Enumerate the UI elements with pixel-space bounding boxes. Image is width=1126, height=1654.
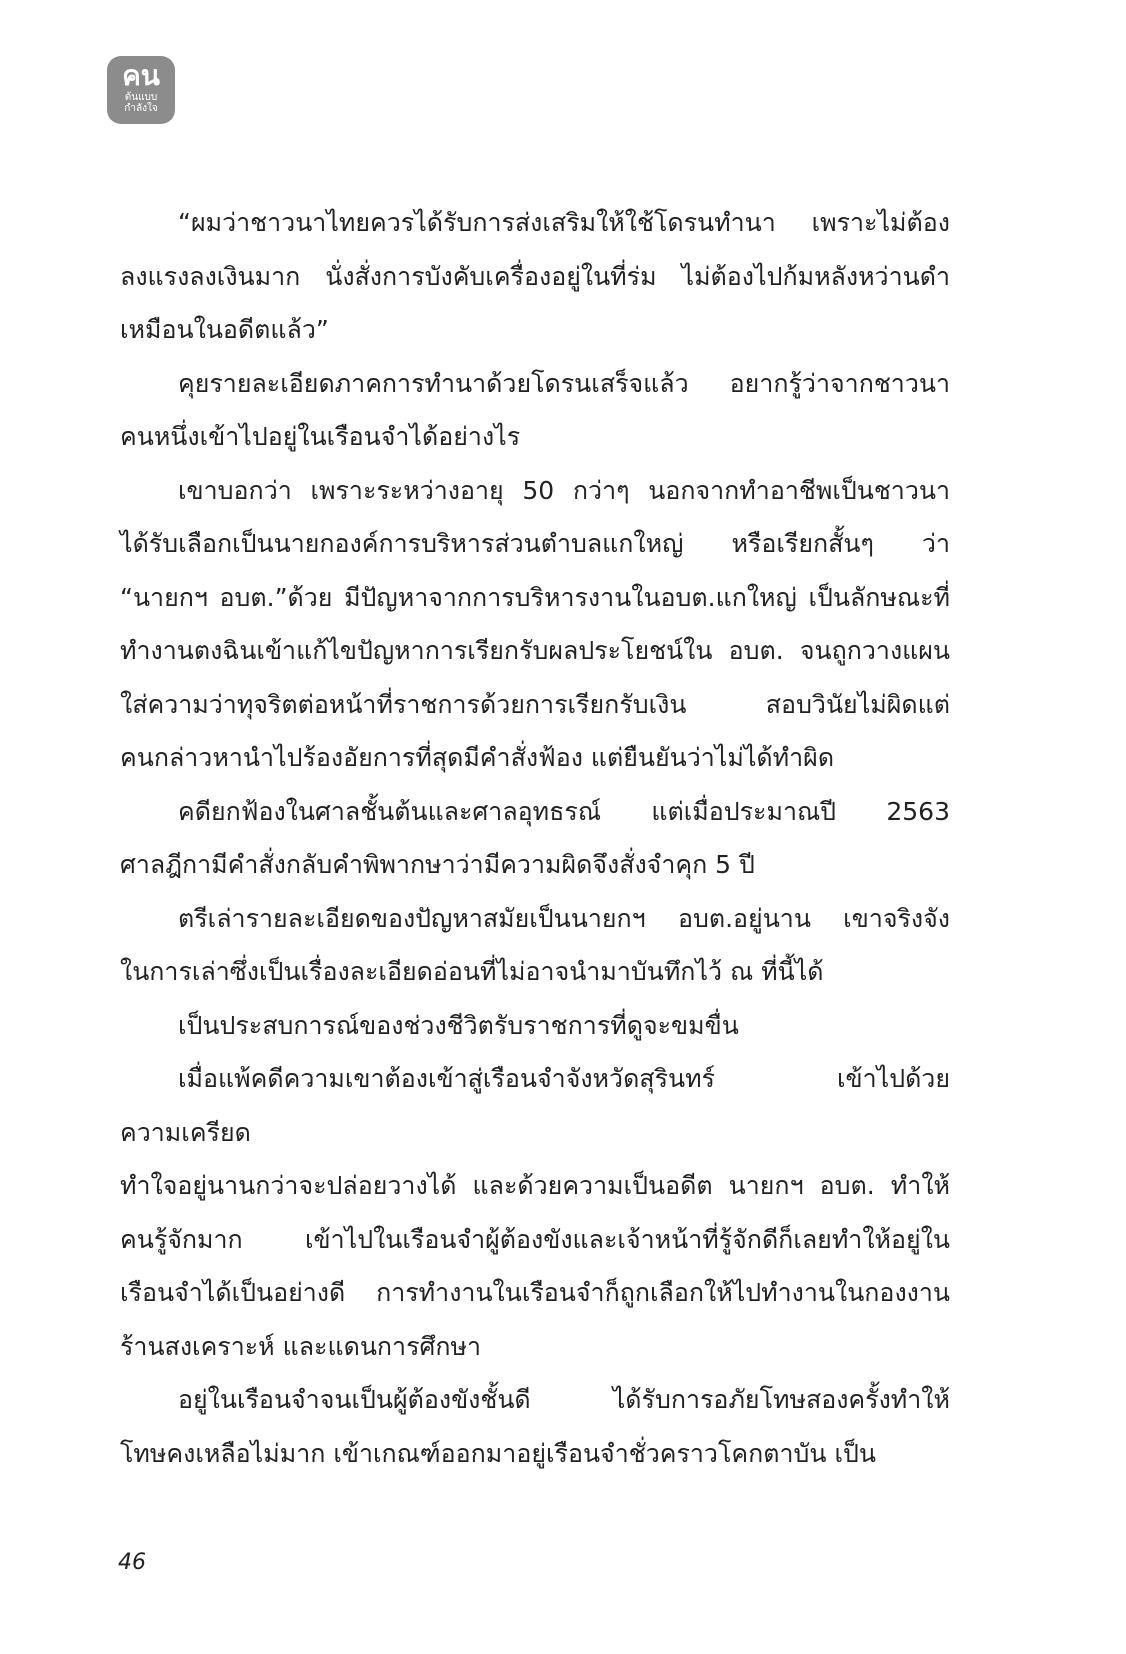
text-line: ทำใจอยู่นานกว่าจะปล่อยวางได้ และด้วยความเป็นอดีต นายกฯ อบต. ทำให้ xyxy=(120,1171,950,1200)
text-line: เมื่อแพ้คดีความเขาต้องเข้าสู่เรือนจำจังหวัดสุรินทร์ เข้าไปด้วยความเครียด xyxy=(120,1064,950,1147)
text-line: คนรู้จักมาก เข้าไปในเรือนจำผู้ต้องขังและเจ้าหน้าที่รู้จักดีก็เลยทำให้อยู่ใน xyxy=(120,1224,950,1254)
text-line: อยู่ในเรือนจำจนเป็นผู้ต้องขังชั้นดี ได้รับการอภัยโทษสองครั้งทำให้ xyxy=(178,1385,950,1414)
text-line: โทษคงเหลือไม่มาก เข้าเกณฑ์ออกมาอยู่เรือนจำชั่วคราวโคกตาบัน เป็น xyxy=(120,1438,876,1468)
text-line: ตรีเล่ารายละเอียดของปัญหาสมัยเป็นนายกฯ อบต.อยู่นาน เขาจริงจัง xyxy=(178,903,950,933)
logo-main-text: คน xyxy=(122,59,160,92)
text-line: คดียกฟ้องในศาลชั้นต้นและศาลอุทธรณ์ แต่เมื่อประมาณปี 2563 xyxy=(178,796,950,826)
text-line: ศาลฎีกามีคำสั่งกลับคำพิพากษาว่ามีความผิดจึงสั่งจำคุก 5 ปี xyxy=(120,850,755,879)
text-line: ลงแรงลงเงินมาก นั่งสั่งการบังคับเครื่องอยู่ในที่ร่ม ไม่ต้องไปก้มหลังหว่านดำ xyxy=(120,261,950,291)
page-number: 46 xyxy=(118,1550,146,1575)
text-line: คนกล่าวหานำไปร้องอัยการที่สุดมีคำสั่งฟ้อง แต่ยืนยันว่าไม่ได้ทำผิด xyxy=(120,743,835,772)
text-line: ในการเล่าซึ่งเป็นเรื่องละเอียดอ่อนที่ไม่อาจนำมาบันทึกไว้ ณ ที่นี้ได้ xyxy=(120,957,824,986)
text-line: ทำงานตงฉินเข้าแก้ไขปัญหาการเรียกรับผลประโยชน์ใน อบต. จนถูกวางแผน xyxy=(120,636,950,665)
text-line: ใส่ความว่าทุจริตต่อหน้าที่ราชการด้วยการเรียกรับเงิน สอบวินัยไม่ผิดแต่ xyxy=(120,689,950,719)
text-line: ร้านสงเคราะห์ และแดนการศึกษา xyxy=(120,1331,482,1361)
text-line: คนหนึ่งเข้าไปอยู่ในเรือนจำได้อย่างไร xyxy=(120,422,521,451)
book-logo xyxy=(107,56,175,124)
text-line: เขาบอกว่า เพราะระหว่างอายุ 50 กว่าๆ นอกจากทำอาชีพเป็นชาวนา xyxy=(178,475,950,505)
text-line: เรือนจำได้เป็นอย่างดี การทำงานในเรือนจำก็ถูกเลือกให้ไปทำงานในกองงาน xyxy=(120,1278,950,1307)
text-line: “ผมว่าชาวนาไทยควรได้รับการส่งเสริมให้ใช้โดรนทำนา เพราะไม่ต้อง xyxy=(178,208,950,237)
logo-sub-text-2: กำลังใจ xyxy=(124,103,158,114)
text-line: “นายกฯ อบต.”ด้วย มีปัญหาจากการบริหารงานในอบต.แกใหญ่ เป็นลักษณะที่ xyxy=(120,582,950,612)
logo-sub-text-1: ต้นแบบ xyxy=(124,92,158,103)
text-line: เหมือนในอดีตแล้ว” xyxy=(120,315,329,344)
text-line: คุยรายละเอียดภาคการทำนาด้วยโดรนเสร็จแล้ว อยากรู้ว่าจากชาวนา xyxy=(178,368,950,398)
text-line: เป็นประสบการณ์ของช่วงชีวิตรับราชการที่ดูจะขมขื่น xyxy=(178,1010,739,1040)
text-line: ได้รับเลือกเป็นนายกองค์การบริหารส่วนตำบลแกใหญ่ หรือเรียกสั้นๆ ว่า xyxy=(120,529,950,558)
body-text xyxy=(120,196,950,1480)
